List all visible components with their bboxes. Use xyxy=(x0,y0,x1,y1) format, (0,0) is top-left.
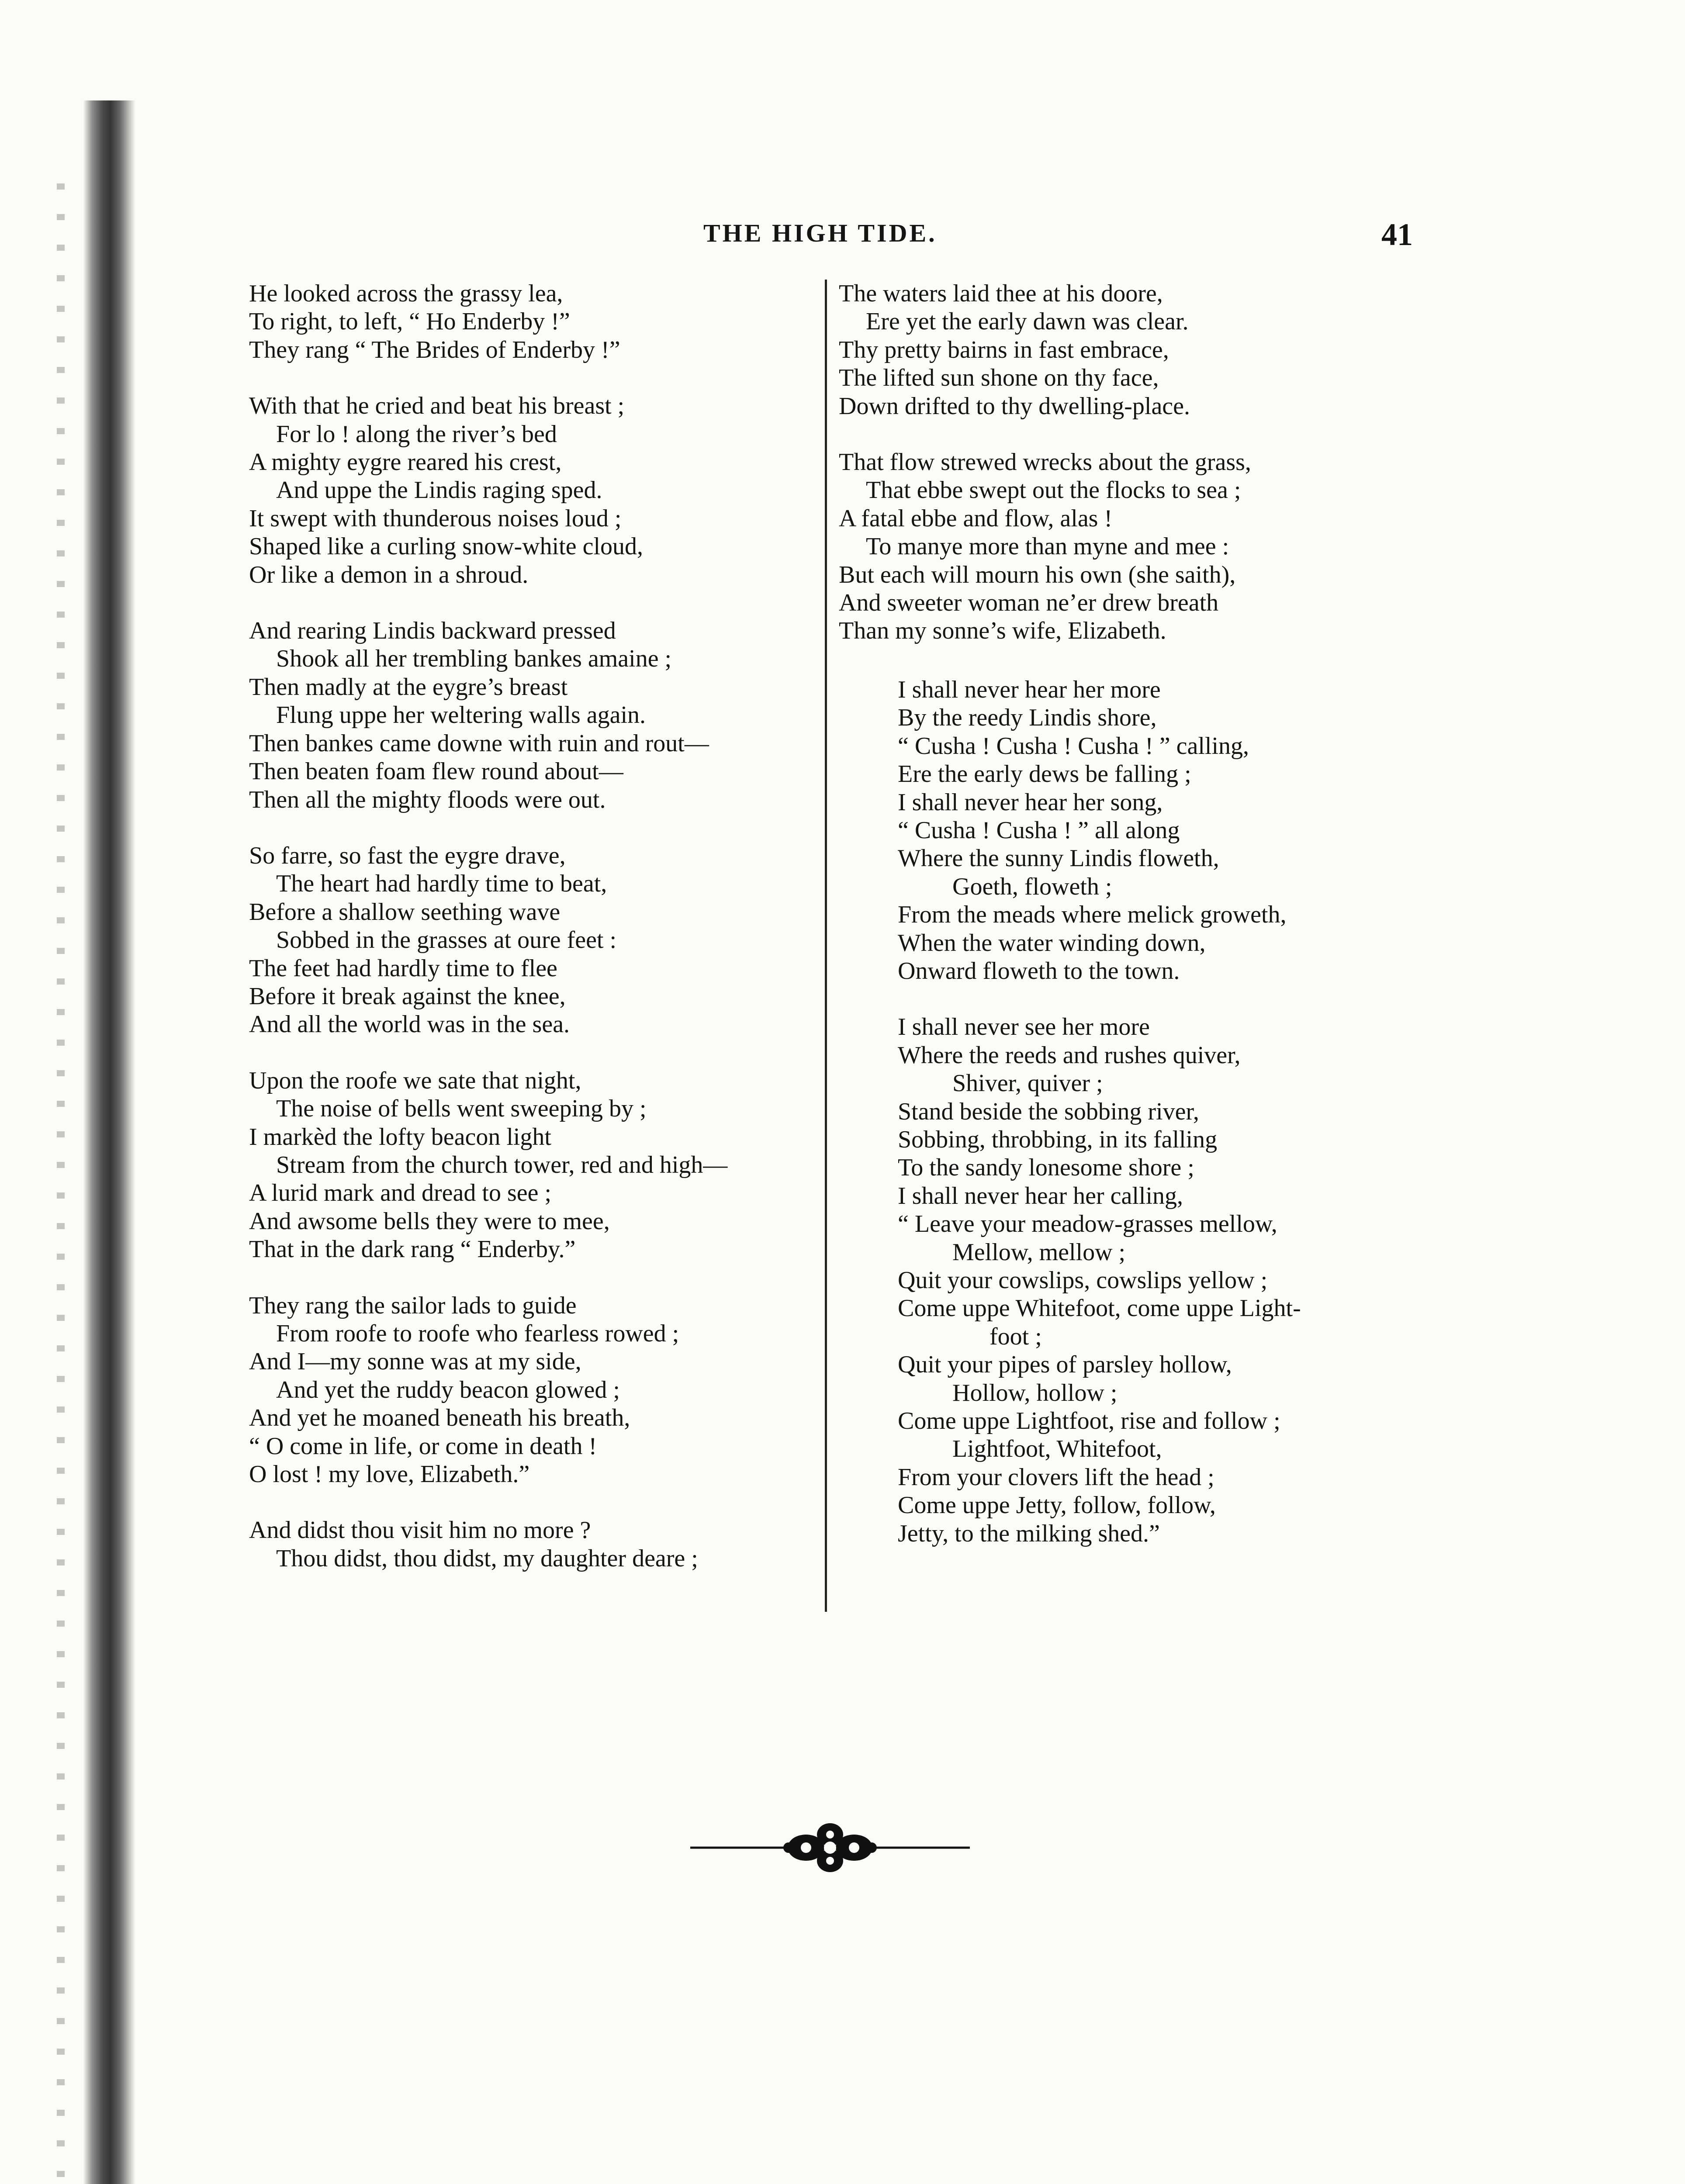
song-section xyxy=(839,676,1415,1548)
poem-column-left xyxy=(249,280,817,1600)
poem-line: I shall never hear her more xyxy=(898,676,1161,703)
poem-line: Thou didst, thou didst, my daughter deare ; xyxy=(276,1545,698,1572)
poem-line: Shaped like a curling snow-white cloud, xyxy=(249,533,644,560)
poem-line: Hollow, hollow ; xyxy=(952,1379,1118,1406)
poem-line: Flung uppe her weltering walls again. xyxy=(276,702,646,729)
poem-line: Than my sonne’s wife, Elizabeth. xyxy=(839,617,1166,645)
poem-stanzas-right xyxy=(839,280,1415,645)
poem-line: And sweeter woman ne’er drew breath xyxy=(839,589,1219,617)
poem-line: And I—my sonne was at my side, xyxy=(249,1348,581,1375)
poem-line: Where the reeds and rushes quiver, xyxy=(898,1041,1241,1069)
poem-line: By the reedy Lindis shore, xyxy=(898,704,1157,732)
stanza xyxy=(898,1013,1415,1548)
poem-line: “ Leave your meadow-grasses mellow, xyxy=(898,1210,1277,1238)
poem-column-right xyxy=(839,280,1415,1576)
poem-line: Then bankes came downe with ruin and rout— xyxy=(249,729,709,757)
poem-line: To right, to left, “ Ho Enderby !” xyxy=(249,308,570,335)
poem-line: Where the sunny Lindis floweth, xyxy=(898,845,1219,872)
poem-line: The feet had hardly time to flee xyxy=(249,954,557,982)
poem-line: The heart had hardly time to beat, xyxy=(276,870,607,898)
poem-line: O lost ! my love, Elizabeth.” xyxy=(249,1461,530,1488)
poem-line: Sobbed in the grasses at oure feet : xyxy=(276,926,617,954)
poem-line: Shiver, quiver ; xyxy=(952,1070,1103,1097)
poem-line: And didst thou visit him no more ? xyxy=(249,1517,591,1544)
poem-line: Come uppe Jetty, follow, follow, xyxy=(898,1492,1216,1519)
poem-line: “ O come in life, or come in death ! xyxy=(249,1432,597,1460)
poem-line: The lifted sun shone on thy face, xyxy=(839,364,1159,392)
poem-line: Goeth, floweth ; xyxy=(952,873,1112,900)
stanza xyxy=(839,448,1415,645)
stanza xyxy=(249,1292,817,1489)
poem-line: Jetty, to the milking shed.” xyxy=(898,1520,1160,1547)
poem-line: Sobbing, throbbing, in its falling xyxy=(898,1126,1218,1153)
poem-line: From roofe to roofe who fearless rowed ; xyxy=(276,1320,679,1347)
poem-line: But each will mourn his own (she saith), xyxy=(839,561,1236,588)
poem-line: When the water winding down, xyxy=(898,929,1206,957)
poem-line: I shall never hear her calling, xyxy=(898,1182,1183,1209)
poem-line: A mighty eygre reared his crest, xyxy=(249,449,562,476)
poem-line: From the meads where melick groweth, xyxy=(898,901,1287,929)
page-header xyxy=(0,218,1685,253)
stanza xyxy=(898,676,1415,985)
poem-line: Quit your cowslips, cowslips yellow ; xyxy=(898,1267,1268,1294)
poem-line: To manye more than myne and mee : xyxy=(866,533,1229,560)
poem-line: Then all the mighty floods were out. xyxy=(249,786,606,813)
stanza xyxy=(249,1516,817,1572)
poem-line: And rearing Lindis backward pressed xyxy=(249,617,616,645)
poem-line: Then madly at the eygre’s breast xyxy=(249,673,568,701)
poem-line: Upon the roofe we sate that night, xyxy=(249,1067,581,1094)
poem-line: And yet he moaned beneath his breath, xyxy=(249,1404,630,1432)
book-spine-shadow xyxy=(83,100,135,2184)
poem-line: Thy pretty bairns in fast embrace, xyxy=(839,336,1169,363)
poem-line: Stand beside the sobbing river, xyxy=(898,1098,1199,1125)
poem-line: Stream from the church tower, red and high— xyxy=(276,1151,728,1178)
column-rule xyxy=(825,280,827,1612)
poem-line: He looked across the grassy lea, xyxy=(249,280,563,307)
poem-line: foot ; xyxy=(990,1323,1042,1350)
poem-line: I shall never see her more xyxy=(898,1013,1150,1041)
stanza xyxy=(249,1067,817,1264)
poem-line: It swept with thunderous noises loud ; xyxy=(249,505,622,532)
poem-line: “ Cusha ! Cusha ! ” all along xyxy=(898,816,1180,844)
page-number: 41 xyxy=(1381,217,1413,252)
gutter-marks xyxy=(57,183,65,2184)
poem-line: That ebbe swept out the flocks to sea ; xyxy=(866,477,1241,504)
poem-line: Or like a demon in a shroud. xyxy=(249,561,529,588)
poem-line: The waters laid thee at his doore, xyxy=(839,280,1163,307)
poem-line: Come uppe Whitefoot, come uppe Light- xyxy=(898,1295,1301,1322)
poem-line: And yet the ruddy beacon glowed ; xyxy=(276,1376,620,1403)
stanza xyxy=(249,392,817,589)
running-title: THE HIGH TIDE. xyxy=(703,219,937,247)
poem-line: Ere the early dews be falling ; xyxy=(898,760,1191,788)
poem-line: So farre, so fast the eygre drave, xyxy=(249,842,566,869)
fleuron-ornament-icon xyxy=(690,1817,970,1878)
stanza xyxy=(249,617,817,814)
poem-line: The noise of bells went sweeping by ; xyxy=(276,1095,647,1123)
poem-line: With that he cried and beat his breast ; xyxy=(249,392,625,420)
poem-line: And uppe the Lindis raging sped. xyxy=(276,477,602,504)
poem-line: Lightfoot, Whitefoot, xyxy=(952,1435,1162,1463)
poem-line: From your clovers lift the head ; xyxy=(898,1463,1214,1491)
poem-line: A fatal ebbe and flow, alas ! xyxy=(839,505,1113,532)
poem-line: “ Cusha ! Cusha ! Cusha ! ” calling, xyxy=(898,732,1249,760)
poem-line: Before it break against the knee, xyxy=(249,982,566,1010)
stanza xyxy=(249,280,817,364)
poem-line: I markèd the lofty beacon light xyxy=(249,1123,551,1151)
poem-line: A lurid mark and dread to see ; xyxy=(249,1179,552,1207)
poem-line: Down drifted to thy dwelling-place. xyxy=(839,392,1190,420)
stanza xyxy=(249,842,817,1039)
poem-line: And awsome bells they were to mee, xyxy=(249,1207,610,1235)
poem-line: They rang “ The Brides of Enderby !” xyxy=(249,336,620,363)
poem-line: Ere yet the early dawn was clear. xyxy=(866,308,1189,335)
poem-line: Then beaten foam flew round about— xyxy=(249,758,623,785)
poem-line: To the sandy lonesome shore ; xyxy=(898,1154,1194,1182)
poem-line: Onward floweth to the town. xyxy=(898,957,1180,985)
poem-line: That in the dark rang “ Enderby.” xyxy=(249,1236,576,1263)
poem-line: Mellow, mellow ; xyxy=(952,1238,1126,1266)
poem-line: Shook all her trembling bankes amaine ; xyxy=(276,645,672,673)
poem-line: They rang the sailor lads to guide xyxy=(249,1292,577,1319)
stanza xyxy=(839,280,1415,420)
poem-line: That flow strewed wrecks about the grass, xyxy=(839,449,1251,476)
poem-line: Before a shallow seething wave xyxy=(249,898,561,926)
poem-line: And all the world was in the sea. xyxy=(249,1011,570,1038)
poem-line: For lo ! along the river’s bed xyxy=(276,420,557,448)
poem-line: Come uppe Lightfoot, rise and follow ; xyxy=(898,1407,1280,1435)
poem-line: Quit your pipes of parsley hollow, xyxy=(898,1351,1232,1379)
poem-line: I shall never hear her song, xyxy=(898,788,1163,816)
